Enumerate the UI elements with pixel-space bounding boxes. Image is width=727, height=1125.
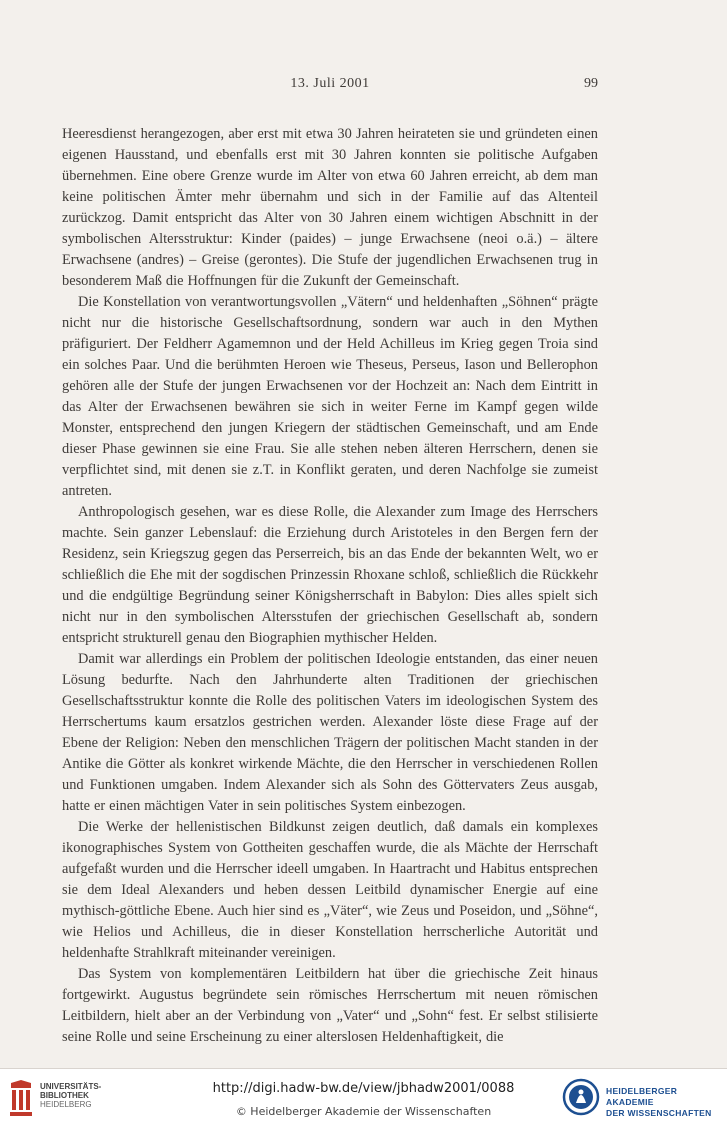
paragraph-3: Anthropologisch gesehen, war es diese Rolle, die Alexander zum Image des Herrschers machte. Sein ganzer Lebenslauf: die Erziehung durch Aristoteles in den Bergen fern der Residenz, sein Kriegszug gegen das Perserreich, bis an das Ende der bekannten Welt, wo er schließlich die Ehe mit der sogdischen Prinzessin Rhoxane schloß, schließlich die Rückkehr und die endgültige Begründung seiner Königsherrschaft in Babylon: Dies alles spielt sich nicht nur in den symbolischen Altersstufen der griechischen Gesellschaft ab, sondern entspricht strukturell genau den Biographien mythischer Helden.: [62, 504, 598, 646]
paragraph-6: Das System von komplementären Leitbildern hat über die griechische Zeit hinaus fortgewirkt. Augustus begründete sein römisches Herrschertum mit neuen römischen Leitbildern, hielt aber an der Verbindung von „Vater“ und „Sohn“ fest. Er selbst stilisierte seine Rolle und seine Erscheinung zu einer alterslosen Heldenhaftigkeit, die: [62, 966, 598, 1045]
page-number: 99: [584, 76, 598, 91]
paragraph-5: Die Werke der hellenistischen Bildkunst zeigen deutlich, daß damals ein komplexes ikonographisches System von Gottheiten geschaffen wurde, die als Mächte der Herrschaft aufgefaßt wurden und die Herrscher ideell umgaben. In Haartracht und Habitus entsprechen sie dem Ideal Alexanders und heben dessen Leitbild dynamischer Energie auf eine mythisch-göttliche Ebene. Auch hier sind es „Väter“, wie Zeus und Poseidon, und „Söhne“, wie Helios und Achilleus, die in dieser Konstellation herrscherliche Autorität und heldenhafte Strahlkraft miteinander vereinigen.: [62, 819, 598, 961]
header-date: 13. Juli 2001: [290, 76, 370, 91]
permalink-url[interactable]: http://digi.hadw-bw.de/view/jbhadw2001/0088: [212, 1081, 515, 1096]
paragraph-4: Damit war allerdings ein Problem der politischen Ideologie entstanden, das einer neuen Lösung bedurfte. Nach den Jahrhunderte alten Traditionen der griechischen Gesellschaftsstruktur konnte die Rolle des politischen Vaters im ideologischen System des Herrschertums kaum ersatzlos gestrichen werden. Alexander löste diese Frage auf der Ebene der Religion: Neben den menschlichen Trägern der politischen Macht standen in der Antike die Götter als konkret wirkende Mächte, die den Herrscher in verschiedenen Rollen und Funktionen umgaben. Indem Alexander sich als Sohn des Göttervaters Zeus ausgab, hatte er einen mächtigen Vater in sein politisches System einbezogen.: [62, 651, 598, 814]
body-text: [62, 124, 598, 1048]
paragraph-2: Die Konstellation von verantwortungsvollen „Vätern“ und heldenhaften „Söhnen“ prägte nicht nur die historische Gesellschaftsordnung, sondern war auch in den Mythen präfiguriert. Der Feldherr Agamemnon und der Held Achilleus im Krieg gegen Troia sind ein solches Paar. Und die berühmten Heroen wie Theseus, Perseus, Iason und Bellerophon gehören alle der Stufe der jungen Erwachsenen vor der Hochzeit an: Nach dem Eintritt in das Alter der Erwachsenen bewähren sie sich in weiter Ferne im Kampf gegen wilde Monster, entsprechend den jungen Kriegern der städtischen Gemeinschaft, und am Ende dieser Phase gewinnen sie eine Frau. Sie alle stehen neben älteren Herrschern, denen sie verpflichtet sind, mit denen sie z.T. in Konflikt geraten, und deren Nachfolge sie zumeist antreten.: [62, 294, 598, 499]
academy-name: HEIDELBERGER AKADEMIE DER WISSENSCHAFTEN: [606, 1086, 712, 1118]
running-header: [62, 76, 598, 98]
university-library-name: UNIVERSITÄTS- BIBLIOTHEK HEIDELBERG: [40, 1082, 102, 1109]
viewer-footer: [0, 1069, 727, 1125]
paragraph-1: Heeresdienst herangezogen, aber erst mit etwa 30 Jahren heirateten sie und gründeten einen eigenen Hausstand, und ebenfalls erst mit 30 Jahren konnten sie politische Aufgaben übernehmen. Eine obere Grenze wurde im Alter von etwa 60 Jahren erreicht, ab dem man keine politischen Ämter mehr übernahm und sich in der Familie auf das Altenteil zurückzog. Damit entspricht das Alter von 30 Jahren einem wichtigen Abschnitt in der symbolischen Altersstruktur: Kinder (paides) – junge Erwachsene (neoi o.ä.) – ältere Erwachsene (andres) – Greise (gerontes). Die Stufe der jugendlichen Erwachsenen trug in besonderem Maß die Hoffnungen für die Zukunft der Gemeinschaft.: [62, 126, 598, 289]
academy-seal-icon: [562, 1077, 600, 1117]
copyright-notice: © Heidelberger Akademie der Wissenschaften: [235, 1105, 492, 1118]
